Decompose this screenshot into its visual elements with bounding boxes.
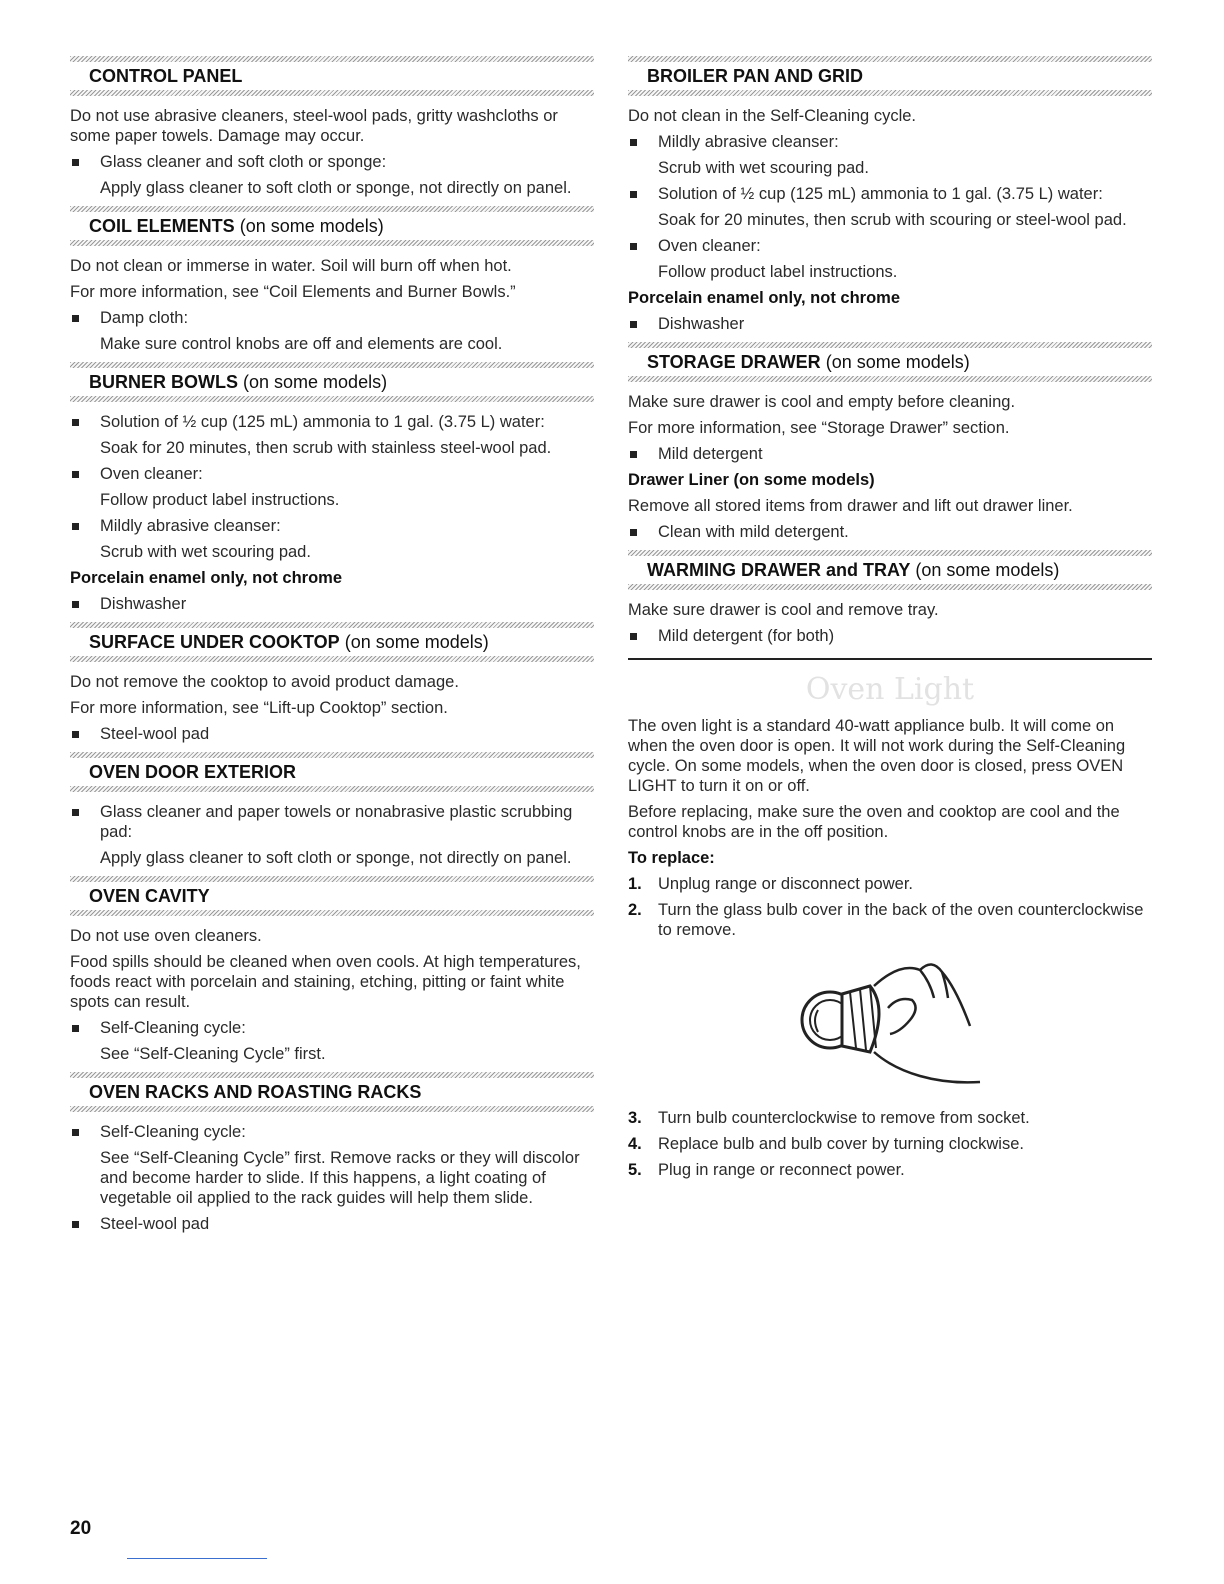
bullet-detail: Soak for 20 minutes, then scrub with scouring or steel-wool pad. bbox=[658, 211, 1127, 229]
left-column bbox=[70, 56, 594, 1242]
paragraph: For more information, see “Storage Drawer” section. bbox=[628, 419, 1010, 437]
bullet-item: Steel-wool pad bbox=[70, 724, 594, 744]
replace-steps-list bbox=[628, 874, 1152, 940]
step-number: 4. bbox=[628, 1135, 642, 1153]
storage-drawer-section bbox=[628, 342, 1152, 542]
bullet-item: Self-Cleaning cycle: bbox=[70, 1122, 594, 1142]
paragraph: Do not use oven cleaners. bbox=[70, 927, 262, 945]
step-text: Plug in range or reconnect power. bbox=[658, 1161, 905, 1179]
bold-note: Porcelain enamel only, not chrome bbox=[628, 289, 901, 307]
step-item bbox=[628, 1160, 1152, 1180]
footer-line bbox=[127, 1558, 267, 1559]
heading-title: OVEN CAVITY bbox=[89, 886, 210, 906]
bullet-detail: See “Self-Cleaning Cycle” first. bbox=[100, 1045, 326, 1063]
bulb-cover-illustration bbox=[628, 948, 1152, 1098]
oven-racks-section bbox=[70, 1072, 594, 1234]
step-item bbox=[628, 1134, 1152, 1154]
step-text: Unplug range or disconnect power. bbox=[658, 875, 913, 893]
heading-title: SURFACE UNDER COOKTOP bbox=[89, 632, 340, 652]
bullet-detail: Apply glass cleaner to soft cloth or sponge, not directly on panel. bbox=[100, 179, 572, 197]
bullet-detail: Soak for 20 minutes, then scrub with stainless steel-wool pad. bbox=[100, 439, 552, 457]
bullet-item: Glass cleaner and soft cloth or sponge: bbox=[70, 152, 594, 172]
heading-title: BROILER PAN AND GRID bbox=[647, 66, 863, 86]
paragraph: Do not use abrasive cleaners, steel-wool pads, gritty washcloths or some paper towels. Damage may occur. bbox=[70, 107, 558, 145]
bullet-item: Clean with mild detergent. bbox=[628, 522, 1152, 542]
section-heading bbox=[628, 342, 1152, 382]
broiler-pan-section bbox=[628, 56, 1152, 334]
bold-note: Porcelain enamel only, not chrome bbox=[70, 569, 343, 587]
heading-title: COIL ELEMENTS bbox=[89, 216, 235, 236]
step-text: Replace bulb and bulb cover by turning clockwise. bbox=[658, 1135, 1024, 1153]
bullet-item: Mild detergent bbox=[628, 444, 1152, 464]
section-heading bbox=[70, 622, 594, 662]
bullet-item: Solution of ½ cup (125 mL) ammonia to 1 gal. (3.75 L) water: bbox=[70, 412, 594, 432]
paragraph: Before replacing, make sure the oven and cooktop are cool and the control knobs are in the off position. bbox=[628, 803, 1120, 841]
heading-title: OVEN DOOR EXTERIOR bbox=[89, 762, 297, 782]
oven-light-section bbox=[628, 670, 1152, 1180]
heading-title: CONTROL PANEL bbox=[89, 66, 243, 86]
bullet-detail: Follow product label instructions. bbox=[100, 491, 340, 509]
bullet-detail: Scrub with wet scouring pad. bbox=[658, 159, 869, 177]
section-heading bbox=[70, 56, 594, 96]
section-heading bbox=[628, 56, 1152, 96]
paragraph: Do not clean in the Self-Cleaning cycle. bbox=[628, 107, 916, 125]
section-heading bbox=[70, 752, 594, 792]
heading-qualifier: (on some models) bbox=[915, 560, 1060, 580]
step-item bbox=[628, 874, 1152, 894]
oven-light-title: Oven Light bbox=[805, 672, 975, 707]
paragraph: Do not clean or immerse in water. Soil will burn off when hot. bbox=[70, 257, 512, 275]
oven-door-exterior-section bbox=[70, 752, 594, 868]
bullet-item: Steel-wool pad bbox=[70, 1214, 594, 1234]
bullet-item: Damp cloth: bbox=[70, 308, 594, 328]
bullet-item: Mild detergent (for both) bbox=[628, 626, 1152, 646]
to-replace-label: To replace: bbox=[628, 849, 715, 867]
surface-under-cooktop-section bbox=[70, 622, 594, 744]
paragraph: Make sure drawer is cool and remove tray. bbox=[628, 601, 939, 619]
bullet-detail: Scrub with wet scouring pad. bbox=[100, 543, 311, 561]
bullet-item: Glass cleaner and paper towels or nonabrasive plastic scrubbing pad: bbox=[70, 802, 594, 842]
section-heading bbox=[70, 206, 594, 246]
heading-title: BURNER BOWLS bbox=[89, 372, 238, 392]
paragraph: Make sure drawer is cool and empty before cleaning. bbox=[628, 393, 1016, 411]
heading-qualifier: (on some models) bbox=[825, 352, 970, 372]
heading-title: WARMING DRAWER and TRAY bbox=[647, 560, 911, 580]
right-column bbox=[628, 56, 1152, 1186]
bullet-item: Solution of ½ cup (125 mL) ammonia to 1 gal. (3.75 L) water: bbox=[628, 184, 1152, 204]
section-heading bbox=[70, 1072, 594, 1112]
paragraph: The oven light is a standard 40-watt appliance bulb. It will come on when the oven door is open. It will not work during the Self-Cleaning cycle. On some models, when the oven door is closed, press OVEN LIGHT to turn it on or off. bbox=[628, 717, 1126, 795]
paragraph: Remove all stored items from drawer and lift out drawer liner. bbox=[628, 497, 1073, 515]
section-divider bbox=[628, 658, 1152, 660]
bullet-item: Oven cleaner: bbox=[70, 464, 594, 484]
step-text: Turn bulb counterclockwise to remove from socket. bbox=[658, 1109, 1030, 1127]
section-heading bbox=[628, 550, 1152, 590]
control-panel-section bbox=[70, 56, 594, 198]
heading-qualifier: (on some models) bbox=[344, 632, 489, 652]
section-heading bbox=[70, 876, 594, 916]
section-heading bbox=[70, 362, 594, 402]
paragraph: Food spills should be cleaned when oven cools. At high temperatures, foods react with porcelain and staining, etching, pitting or faint white spots can result. bbox=[70, 953, 581, 1011]
step-number: 3. bbox=[628, 1109, 642, 1127]
heading-qualifier: (on some models) bbox=[243, 372, 388, 392]
bullet-item: Dishwasher bbox=[70, 594, 594, 614]
heading-title: STORAGE DRAWER bbox=[647, 352, 821, 372]
heading-qualifier: (on some models) bbox=[239, 216, 384, 236]
step-number: 5. bbox=[628, 1161, 642, 1179]
bullet-detail: Make sure control knobs are off and elements are cool. bbox=[100, 335, 503, 353]
bullet-item: Self-Cleaning cycle: bbox=[70, 1018, 594, 1038]
page-number: 20 bbox=[70, 1518, 92, 1539]
paragraph: For more information, see “Lift-up Cooktop” section. bbox=[70, 699, 448, 717]
step-item bbox=[628, 1108, 1152, 1128]
coil-elements-section bbox=[70, 206, 594, 354]
bullet-item: Oven cleaner: bbox=[628, 236, 1152, 256]
bullet-detail: See “Self-Cleaning Cycle” first. Remove racks or they will discolor and become harder to slide. If this happens, a light coating of vegetable oil applied to the rack guides will help them slide. bbox=[100, 1149, 580, 1207]
step-number: 2. bbox=[628, 901, 642, 919]
step-text: Turn the glass bulb cover in the back of the oven counterclockwise to remove. bbox=[658, 901, 1144, 939]
warming-drawer-section bbox=[628, 550, 1152, 646]
step-item bbox=[628, 900, 1152, 940]
bullet-item: Mildly abrasive cleanser: bbox=[70, 516, 594, 536]
step-number: 1. bbox=[628, 875, 642, 893]
paragraph: For more information, see “Coil Elements and Burner Bowls.” bbox=[70, 283, 516, 301]
bullet-item: Mildly abrasive cleanser: bbox=[628, 132, 1152, 152]
bullet-detail: Apply glass cleaner to soft cloth or sponge, not directly on panel. bbox=[100, 849, 572, 867]
hand-turning-bulb-cover-icon bbox=[770, 948, 1010, 1098]
bold-note: Drawer Liner (on some models) bbox=[628, 471, 875, 489]
paragraph: Do not remove the cooktop to avoid product damage. bbox=[70, 673, 459, 691]
replace-steps-list bbox=[628, 1108, 1152, 1180]
oven-cavity-section bbox=[70, 876, 594, 1064]
bullet-detail: Follow product label instructions. bbox=[658, 263, 898, 281]
bullet-item: Dishwasher bbox=[628, 314, 1152, 334]
burner-bowls-section bbox=[70, 362, 594, 614]
heading-title: OVEN RACKS AND ROASTING RACKS bbox=[89, 1082, 422, 1102]
